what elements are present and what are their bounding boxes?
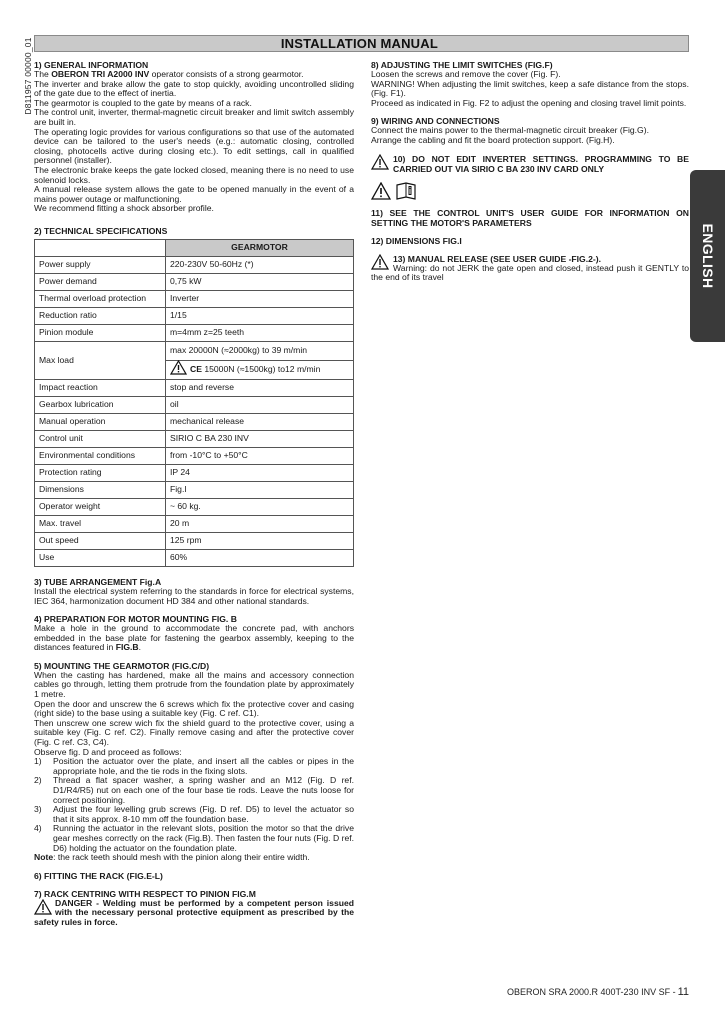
spec-value: 20 m [166, 515, 354, 532]
section-heading: 6) FITTING THE RACK (FIG.E-L) [34, 870, 163, 881]
spec-value: mechanical release [166, 413, 354, 430]
table-row [35, 307, 354, 324]
warning-triangle-icon [170, 360, 188, 376]
spec-value: IP 24 [166, 464, 354, 481]
table-row [35, 498, 354, 515]
page-footer: OBERON SRA 2000.R 400T-230 INV SF - 11 [507, 986, 689, 998]
section-mounting-gearmotor [34, 661, 354, 863]
spec-value: from -10°C to +50°C [166, 447, 354, 464]
table-row-max-load [35, 341, 354, 360]
spec-key: Max. travel [35, 515, 166, 532]
spec-value: CE 15000N (≈1500kg) to12 m/min [166, 360, 354, 379]
document-code: D811957 00000_01 [23, 37, 33, 115]
spec-key: Use [35, 549, 166, 566]
section-limit-switches [371, 60, 689, 108]
section-heading: 7) RACK CENTRING WITH RESPECT TO PINION FIG.M [34, 888, 256, 899]
table-row [35, 256, 354, 273]
spec-value: 220-230V 50-60Hz (*) [166, 256, 354, 273]
list-item: 1) Position the actuator over the plate, and insert all the cables or pipes in the appropriate hole, and the tie rods in the fixing slots. [34, 756, 354, 776]
table-row [35, 413, 354, 430]
warning-triangle-icon [371, 154, 389, 170]
table-row [35, 481, 354, 498]
paragraph: The electronic brake keeps the gate locked closed, meaning there is no need to use solenoid locks. [34, 164, 354, 185]
table-row [35, 324, 354, 341]
spec-value: SIRIO C BA 230 INV [166, 430, 354, 447]
spec-key: Manual operation [35, 413, 166, 430]
table-row [35, 396, 354, 413]
section-dimensions [371, 236, 689, 246]
spec-key: Operator weight [35, 498, 166, 515]
paragraph: The OBERON TRI A2000 INV operator consists of a strong gearmotor. [34, 69, 304, 79]
table-row [35, 447, 354, 464]
mounting-steps-list [34, 757, 354, 853]
section-heading: 11) SEE THE CONTROL UNIT'S USER GUIDE FOR INFORMATION ON SETTING THE MOTOR'S PARAMETERS [371, 207, 689, 228]
paragraph: Warning: do not JERK the gate open and closed, instead push it GENTLY to the end of its travel [371, 262, 689, 283]
table-row [35, 273, 354, 290]
section-heading: 12) DIMENSIONS FIG.I [371, 235, 462, 246]
spec-value: stop and reverse [166, 379, 354, 396]
table-header: GEARMOTOR [166, 239, 354, 256]
section-inverter-warning [371, 154, 689, 174]
spec-value: 0,75 kW [166, 273, 354, 290]
spec-value: 60% [166, 549, 354, 566]
page-title: INSTALLATION MANUAL [280, 36, 438, 51]
paragraph: The gearmotor is coupled to the gate by means of a rack. [34, 97, 252, 108]
section-heading: 9) WIRING AND CONNECTIONS [371, 116, 500, 127]
spec-key: Impact reaction [35, 379, 166, 396]
paragraph: Install the electrical system referring to the standards in force for electrical systems, IEC 364, harmonization document HD 384 and other national standards. [34, 585, 354, 606]
table-row [35, 290, 354, 307]
warning-triangle-icon [371, 182, 391, 202]
paragraph: Then unscrew one screw wich fix the shield guard to the protective cover, using a suitable key (Fig. C ref. C2). Finally remove casing and after the protective cover (Fig. C ref. C3, C4). [34, 717, 354, 748]
paragraph: The operating logic provides for various configurations so that use of the automated device can be tailored to the user's needs (e.g.: automatic closing, controlled closing, photocells active during closing etc.). To edit settings, call in qualified personnel (installer). [34, 126, 354, 166]
paragraph: Loosen the screws and remove the cover (Fig. F). [371, 69, 561, 79]
list-item: 3) Adjust the four levelling grub screws (Fig. D ref. D5) to level the actuator so that it sits approx. 8-10 mm off the foundation base. [34, 804, 354, 824]
spec-key: Protection rating [35, 464, 166, 481]
table-row [35, 532, 354, 549]
danger-warning: DANGER - Welding must be performed by a competent person issued with the necessary personal protective equipment as prescribed by the safety rules in force. [34, 897, 354, 927]
paragraph: Observe fig. D and proceed as follows: [34, 746, 182, 757]
spec-key: Control unit [35, 430, 166, 447]
section-rack-centring [34, 889, 354, 928]
paragraph: Proceed as indicated in Fig. F2 to adjust the opening and closing travel limit points. [371, 97, 687, 108]
spec-value: 125 rpm [166, 532, 354, 549]
page-number: 11 [677, 986, 689, 998]
reference-icons [371, 182, 689, 202]
manual-info-icon [395, 182, 417, 202]
section-heading: 10) DO NOT EDIT INVERTER SETTINGS. PROGRAMMING TO BE CARRIED OUT VIA SIRIO C BA 230 INV CARD ONLY [371, 154, 689, 174]
table-header-row [35, 239, 354, 256]
paragraph: We recommend fitting a shock absorber profile. [34, 203, 214, 214]
paragraph: The control unit, inverter, thermal-magnetic circuit breaker and limit switch assembly are built in. [34, 107, 354, 127]
section-heading: 2) TECHNICAL SPECIFICATIONS [34, 225, 168, 236]
warning-triangle-icon [34, 899, 52, 915]
specifications-table [34, 239, 354, 567]
table-row [35, 464, 354, 481]
section-manual-release [371, 254, 689, 283]
spec-key: Thermal overload protection [35, 290, 166, 307]
paragraph: A manual release system allows the gate to be opened manually in the event of a mains power outage or malfunctioning. [34, 184, 354, 204]
section-fitting-rack [34, 871, 354, 881]
spec-key: Pinion module [35, 324, 166, 341]
spec-key: Gearbox lubrication [35, 396, 166, 413]
header-bar [34, 35, 689, 52]
spec-key: Reduction ratio [35, 307, 166, 324]
table-row [35, 430, 354, 447]
spec-key: Dimensions [35, 481, 166, 498]
spec-value: Fig.I [166, 481, 354, 498]
spec-value: 1/15 [166, 307, 354, 324]
paragraph: Make a hole in the ground to accommodate the concrete pad, with anchors embedded in the base plate for fastening the gearbox assembly, keeping to the distances featured in FIG.B. [34, 623, 354, 653]
section-heading: 13) MANUAL RELEASE (SEE USER GUIDE -FIG.2-). [393, 253, 602, 264]
paragraph: The inverter and brake allow the gate to stop quickly, avoiding uncontrolled sliding of the gate due to the effect of inertia. [34, 78, 354, 99]
language-tab: ENGLISH [690, 170, 725, 342]
spec-value: Inverter [166, 290, 354, 307]
spec-key: Max load [35, 341, 166, 379]
spec-value: m=4mm z=25 teeth [166, 324, 354, 341]
list-item: 4) Running the actuator in the relevant slots, position the motor so that the drive gear meshes correctly on the rack (Fig.B). Then fasten the four nuts (Fig. D ref. D6) holding the actuator on the foundation plate. [34, 823, 354, 853]
right-column [371, 60, 689, 291]
note: Note: the rack teeth should mesh with the pinion along their entire width. [34, 852, 310, 863]
section-heading: 5) MOUNTING THE GEARMOTOR (FIG.C/D) [34, 660, 210, 671]
table-row [35, 515, 354, 532]
section-general-information [34, 60, 354, 214]
spec-value: max 20000N (≈2000kg) to 39 m/min [166, 341, 354, 360]
section-preparation-motor-mounting [34, 614, 354, 653]
paragraph: Arrange the cabling and fit the board protection support. (Fig.H). [371, 134, 615, 145]
section-heading: 4) PREPARATION FOR MOTOR MOUNTING FIG. B [34, 614, 237, 625]
list-item: 2) Thread a flat spacer washer, a spring washer and an M12 (Fig. D ref. D1/R4/R5) nut on each one of the four base tie rods. Leave the nuts loose for correct positioning. [34, 775, 354, 805]
paragraph: Open the door and unscrew the 6 screws which fix the protective cover and casing (right side) to the base using a suitable key (Fig. C ref. C1). [34, 698, 354, 719]
table-row [35, 379, 354, 396]
spec-key: Environmental conditions [35, 447, 166, 464]
table-row [35, 549, 354, 566]
paragraph: Connect the mains power to the thermal-magnetic circuit breaker (Fig.G). [371, 125, 649, 136]
left-column [34, 60, 354, 936]
paragraph: WARNING! When adjusting the limit switches, keep a safe distance from the stops.(Fig. F1). [371, 78, 689, 99]
product-name: OBERON TRI A2000 INV [51, 69, 150, 79]
paragraph: When the casting has hardened, make all the mains and accessory connection cables go through, letting them protrude from the foundation plate by approximately 1 metre. [34, 669, 354, 700]
spec-value: ~ 60 kg. [166, 498, 354, 515]
spec-value: oil [166, 396, 354, 413]
section-technical-specifications [34, 226, 354, 567]
spec-key: Power supply [35, 256, 166, 273]
section-tube-arrangement [34, 577, 354, 606]
section-heading: 8) ADJUSTING THE LIMIT SWITCHES (FIG.F) [371, 60, 553, 70]
spec-key: Power demand [35, 273, 166, 290]
spec-key: Out speed [35, 532, 166, 549]
section-wiring [371, 116, 689, 145]
section-heading: 1) GENERAL INFORMATION [34, 60, 149, 70]
warning-triangle-icon [371, 254, 389, 270]
section-heading: 3) TUBE ARRANGEMENT Fig.A [34, 576, 162, 587]
section-control-unit-guide [371, 208, 689, 228]
